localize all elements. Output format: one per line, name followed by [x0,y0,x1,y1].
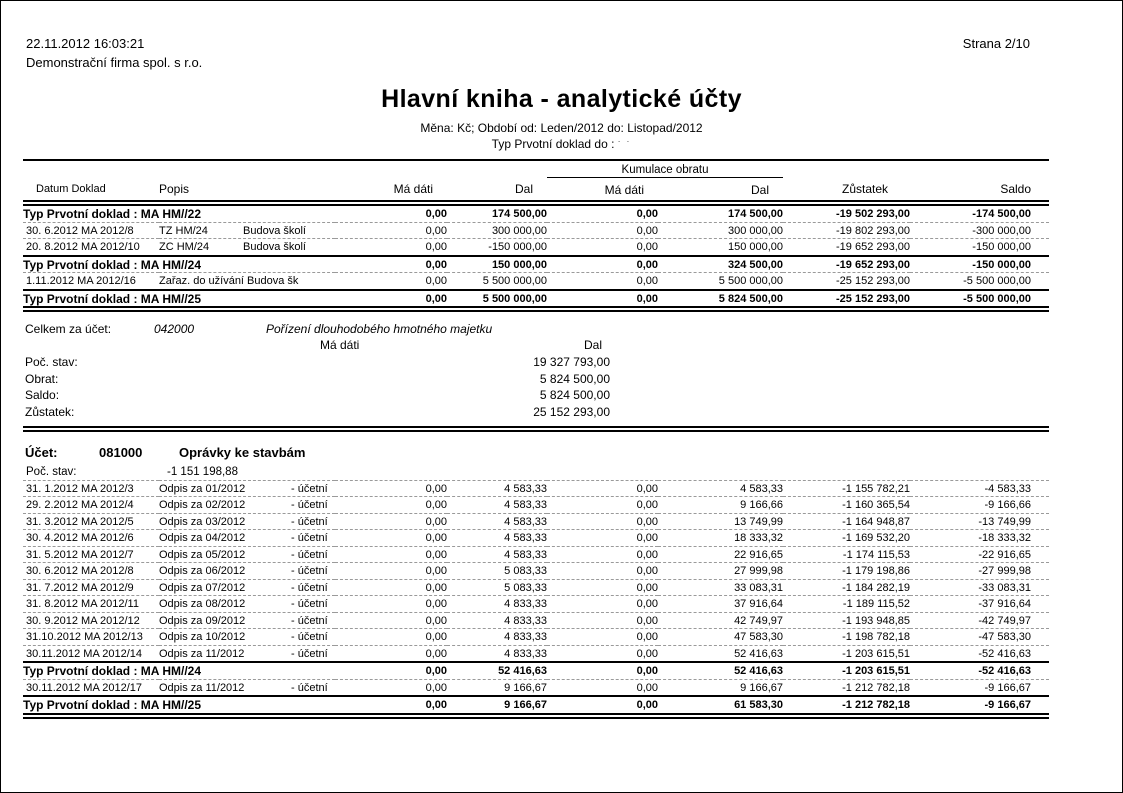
cell-amount: 52 416,63 [658,645,783,662]
cell-amount: 0,00 [547,563,658,580]
cell-amount: 9 166,67 [658,679,783,696]
summary-account-number: 042000 [154,322,195,336]
kumulace-header: Kumulace obratu [547,160,783,177]
cell-datum-doklad: Poč. stav: [26,466,77,478]
cell-amount: -1 198 782,18 [783,629,910,646]
ledger-table-2 [23,464,1049,713]
account-summary [25,321,1122,426]
cell-amount: 300 000,00 [447,222,547,239]
group-label: Typ Prvotní doklad : MA HM//24 [23,662,335,679]
cell-popis [159,497,335,514]
summary-row [25,404,610,421]
popis-text: Zařaz. do užívání Budova šk [159,275,299,287]
popis-text: Odpis za 07/2012 [159,581,246,594]
cell-amount: 22 916,65 [658,546,783,563]
ledger-row [23,629,1049,646]
cell-amount: 4 583,33 [447,497,547,514]
cell-amount: -1 212 782,18 [783,679,910,696]
ledger-row [23,513,1049,530]
column-header-row [23,177,1049,203]
cell-amount: 0,00 [335,513,447,530]
cell-amount: 0,00 [335,290,447,307]
header-ma-dati: Má dáti [335,177,447,203]
cell-popis [159,513,335,530]
cell-amount: -150 000,00 [910,239,1049,256]
popis-detail-text: - účetní [291,548,328,561]
cell-datum-doklad: 20. 8.2012 MA 2012/10 [23,239,159,256]
cell-amount: -9 166,67 [910,696,1049,713]
cell-popis [159,645,335,662]
popis-text: Odpis za 04/2012 [159,532,246,544]
group-total-row [23,203,1049,222]
cell-amount: -13 749,99 [910,513,1049,530]
summary-row [25,371,610,388]
cell-amount: 174 500,00 [491,208,547,220]
popis-text: Odpis za 09/2012 [159,614,246,627]
header-saldo: Saldo [910,177,1049,203]
cell-popis [159,629,335,646]
popis-detail-text: - účetní [291,499,328,511]
cell-amount: 0,00 [335,530,447,547]
cell-amount: 9 166,66 [658,497,783,514]
cell-amount: 0,00 [335,662,447,679]
cell-datum-doklad: 29. 2.2012 MA 2012/4 [23,497,159,514]
summary-row [25,354,610,371]
cell-amount: 5 083,33 [447,579,547,596]
cell-amount: 0,00 [335,497,447,514]
cell-amount: 52 416,63 [447,662,547,679]
cell-amount: -1 189 115,52 [783,596,910,613]
group-total-row [23,696,1049,713]
group-label: Typ Prvotní doklad : MA HM//24 [23,256,335,273]
cell-amount: -52 416,63 [910,662,1049,679]
header-popis: Popis [159,177,335,203]
cell-amount: -150 000,00 [447,239,547,256]
summary-row-label: Saldo: [25,388,60,402]
cell-amount: 0,00 [335,579,447,596]
summary-row-value: 5 824 500,00 [539,388,610,402]
cell-amount: 174 500,00 [727,208,784,220]
table-end-rule [23,306,1049,312]
report-filter [1,137,1122,151]
cell-amount: 0,00 [547,696,658,713]
cell-popis [159,579,335,596]
cell-amount: 0,00 [335,679,447,696]
cell-amount: 5 500 000,00 [658,273,783,290]
cell-popis [159,480,335,497]
popis-text: Odpis za 02/2012 [159,499,246,511]
cell-amount: 0,00 [547,480,658,497]
popis-text: Odpis za 10/2012 [159,631,246,643]
ledger-row [23,480,1049,497]
cell-amount: 0,00 [547,546,658,563]
cell-amount: 0,00 [636,208,658,220]
opening-balance-row [23,464,1049,480]
ledger-row [23,596,1049,613]
ledger-row [23,530,1049,547]
cell-amount: -52 416,63 [910,645,1049,662]
summary-row-label: Zůstatek: [25,404,75,419]
cell-amount: -22 916,65 [910,546,1049,563]
cell-amount: 0,00 [335,645,447,662]
cell-datum-doklad: 30. 4.2012 MA 2012/6 [23,530,159,547]
cell-amount: -1 164 948,87 [783,513,910,530]
cell-amount: 4 583,33 [447,480,547,497]
cell-amount: -19 652 293,00 [783,256,910,273]
cell-amount: 47 583,30 [658,629,783,646]
cell-amount: 5 083,33 [447,563,547,580]
cell-amount: 0,00 [547,513,658,530]
popis-detail-text: Budova školí [243,241,306,253]
cell-amount: -1 155 782,21 [783,480,910,497]
account-heading [25,444,1122,461]
popis-detail-text: - účetní [291,581,328,594]
cell-amount: 5 500 000,00 [447,273,547,290]
cell-popis [159,596,335,613]
cell-datum-doklad: 30.11.2012 MA 2012/14 [23,645,159,662]
cell-amount: 18 333,32 [658,530,783,547]
cell-amount: -150 000,00 [910,256,1049,273]
cell-amount: 5 500 000,00 [447,290,547,307]
cell-amount: -27 999,98 [910,563,1049,580]
popis-text: Odpis za 08/2012 [159,598,246,610]
popis-text: Odpis za 05/2012 [159,548,246,561]
cell-datum-doklad: 31. 8.2012 MA 2012/11 [23,596,159,613]
cell-amount: -25 152 293,00 [783,273,910,290]
summary-row-value: 25 152 293,00 [533,404,610,419]
cell-amount: -42 749,97 [910,612,1049,629]
popis-detail-text: - účetní [291,647,328,660]
popis-detail-text: Budova školí [243,224,306,237]
popis-text: Odpis za 11/2012 [159,681,245,694]
summary-end-rule [23,426,1049,432]
summary-column-labels [25,337,610,353]
cell-amount: 37 916,64 [658,596,783,613]
cell-amount: -5 500 000,00 [910,290,1049,307]
popis-detail-text: - účetní [291,631,328,643]
header-kumulace-dal: Dal [658,177,783,203]
summary-row-label: Poč. stav: [25,355,78,369]
cell-popis [159,222,335,239]
cell-amount: -19 502 293,00 [836,208,911,220]
cell-popis [159,464,335,480]
cell-amount: -19 802 293,00 [783,222,910,239]
cell-amount: 0,00 [335,222,447,239]
cell-amount: 0,00 [547,579,658,596]
cell-amount: 0,00 [335,273,447,290]
cell-amount: 5 824 500,00 [658,290,783,307]
cell-popis [159,530,335,547]
cell-amount: 4 583,33 [447,546,547,563]
cell-amount: 4 833,33 [447,596,547,613]
cell-amount: 150 000,00 [447,256,547,273]
group-total-row [23,290,1049,307]
cell-amount: 52 416,63 [658,662,783,679]
cell-datum-doklad: 30.11.2012 MA 2012/17 [23,679,159,696]
account-number: 081000 [99,445,143,460]
ledger-row [23,497,1049,514]
cell-amount: 0,00 [547,222,658,239]
cell-amount: -9 166,66 [910,497,1049,514]
cell-amount: 150 000,00 [658,239,783,256]
cell-datum-doklad: 31. 5.2012 MA 2012/7 [23,546,159,563]
ledger-row [23,546,1049,563]
cell-amount: -1 203 615,51 [783,645,910,662]
account-name: Oprávky ke stavbám [179,445,306,460]
cell-amount: -1 179 198,86 [783,563,910,580]
account-summary-header [25,321,1122,337]
header-datum-doklad: Datum Doklad [23,177,159,203]
cell-amount: 0,00 [547,662,658,679]
ledger-row [23,612,1049,629]
cell-amount: -1 169 532,20 [783,530,910,547]
table2-end-rule [23,713,1049,719]
cell-popis [159,612,335,629]
ledger-row [23,579,1049,596]
popis-detail-text: - účetní [291,532,328,544]
cell-amount: -1 203 615,51 [783,662,910,679]
popis-detail-text: - účetní [291,482,328,495]
cell-amount: 0,00 [335,546,447,563]
cell-amount: 0,00 [335,696,447,713]
header-zustatek: Zůstatek [783,177,910,203]
cell-datum-doklad: 1.11.2012 MA 2012/16 [23,273,159,290]
cell-amount: 61 583,30 [658,696,783,713]
cell-amount: 0,00 [547,596,658,613]
cell-amount: 0,00 [547,290,658,307]
cell-amount: 0,00 [547,679,658,696]
cell-amount: 33 083,31 [658,579,783,596]
summary-row-value: 5 824 500,00 [539,371,610,386]
cell-amount: 0,00 [547,256,658,273]
cell-popis [159,563,335,580]
summary-label: Celkem za účet: [25,322,112,336]
filter-value: · · [617,137,632,146]
cell-datum-doklad: 31. 7.2012 MA 2012/9 [23,579,159,596]
cell-datum-doklad: 30. 6.2012 MA 2012/8 [23,563,159,580]
group-label: Typ Prvotní doklad : MA HM//25 [23,696,335,713]
cell-amount: 0,00 [335,239,447,256]
cell-amount: -33 083,31 [910,579,1049,596]
cell-amount: 0,00 [335,480,447,497]
cell-amount: -1 184 282,19 [783,579,910,596]
page-number: Strana 2/10 [962,36,1030,51]
cell-amount: 0,00 [547,645,658,662]
cell-amount: -1 193 948,85 [783,612,910,629]
cell-amount: -1 174 115,53 [783,546,910,563]
cell-amount: -174 500,00 [972,208,1032,220]
group-label: Typ Prvotní doklad : MA HM//25 [23,290,335,307]
cell-amount: 0,00 [547,239,658,256]
cell-amount: 0,00 [335,596,447,613]
popis-text: ZC HM/24 [159,241,210,253]
popis-text: Odpis za 06/2012 [159,565,246,577]
cell-amount: 27 999,98 [658,563,783,580]
cell-amount: -37 916,64 [910,596,1049,613]
summary-col-ma-dati: Má dáti [320,338,360,352]
summary-account-name: Pořízení dlouhodobého hmotného majetku [266,322,493,336]
cell-amount: 300 000,00 [658,222,783,239]
cell-amount: 0,00 [547,612,658,629]
cell-amount: -19 652 293,00 [783,239,910,256]
cell-amount: 4 833,33 [447,629,547,646]
cell-amount: 0,00 [547,530,658,547]
cell-amount: -18 333,32 [910,530,1049,547]
group-total-row [23,256,1049,273]
cell-amount: 4 833,33 [447,645,547,662]
cell-datum-doklad: 31. 1.2012 MA 2012/3 [23,480,159,497]
cell-amount: 324 500,00 [658,256,783,273]
cell-amount: 42 749,97 [658,612,783,629]
cell-amount: 9 166,67 [447,679,547,696]
group-label: Typ Prvotní doklad : MA HM//22 [23,207,202,221]
cell-popis [159,679,335,696]
cell-datum-doklad: 30. 9.2012 MA 2012/12 [23,612,159,629]
summary-row-value: 19 327 793,00 [533,355,610,369]
popis-detail-text: - účetní [291,614,328,627]
cell-amount: -47 583,30 [910,629,1049,646]
popis-detail-text: - účetní [291,681,328,694]
cell-amount: 4 583,33 [658,480,783,497]
company-name: Demonstrační firma spol. s r.o. [26,55,203,70]
cell-amount: -5 500 000,00 [910,273,1049,290]
ledger-row [23,239,1049,256]
popis-detail-text: - účetní [291,598,328,610]
cell-popis [159,546,335,563]
popis-text: -1 151 198,88 [167,466,238,478]
report-subtitle: Měna: Kč; Období od: Leden/2012 do: Listopad/2012 [420,121,703,135]
summary-row-label: Obrat: [25,371,59,386]
cell-amount: 4 833,33 [447,612,547,629]
cell-amount: -1 212 782,18 [783,696,910,713]
print-timestamp: 22.11.2012 16:03:21 [26,36,145,51]
cell-amount: 4 583,33 [447,530,547,547]
cell-datum-doklad: 31. 3.2012 MA 2012/5 [23,513,159,530]
group-total-row [23,662,1049,679]
ledger-row [23,222,1049,239]
ledger-row [23,645,1049,662]
kumulace-header-row [23,160,1049,177]
cell-popis [159,239,335,256]
cell-amount: -300 000,00 [910,222,1049,239]
cell-amount: -25 152 293,00 [783,290,910,307]
ledger-row [23,273,1049,290]
cell-amount: -1 160 365,54 [783,497,910,514]
cell-amount: 0,00 [335,256,447,273]
report-title: Hlavní kniha - analytické účty [381,85,742,113]
cell-amount: 0,00 [335,629,447,646]
cell-amount: 13 749,99 [658,513,783,530]
header-dal: Dal [447,177,547,203]
popis-text: Odpis za 01/2012 [159,482,246,495]
summary-row [25,387,610,404]
cell-amount: 9 166,67 [447,696,547,713]
cell-amount: 4 583,33 [447,513,547,530]
popis-text: TZ HM/24 [159,224,208,237]
popis-text: Odpis za 11/2012 [159,647,245,660]
popis-detail-text: - účetní [291,565,328,577]
filter-label: Typ Prvotní doklad do : [491,137,618,151]
ledger-row [23,679,1049,696]
cell-amount: -9 166,67 [910,679,1049,696]
report-header [1,1,1122,72]
ledger-table-1 [23,159,1049,306]
cell-amount: 0,00 [547,497,658,514]
cell-popis [159,273,335,290]
cell-datum-doklad: 31.10.2012 MA 2012/13 [23,629,159,646]
cell-amount: 0,00 [335,563,447,580]
ledger-row [23,563,1049,580]
cell-amount: -4 583,33 [910,480,1049,497]
popis-text: Odpis za 03/2012 [159,515,246,528]
popis-detail-text: - účetní [291,515,328,528]
cell-amount: 0,00 [425,208,447,220]
cell-amount: 0,00 [547,273,658,290]
cell-amount: 0,00 [547,629,658,646]
summary-col-dal: Dal [583,338,602,352]
header-kumulace-ma-dati: Má dáti [547,177,658,203]
cell-datum-doklad: 30. 6.2012 MA 2012/8 [23,222,159,239]
account-label: Účet: [25,445,58,460]
cell-amount: 0,00 [335,612,447,629]
